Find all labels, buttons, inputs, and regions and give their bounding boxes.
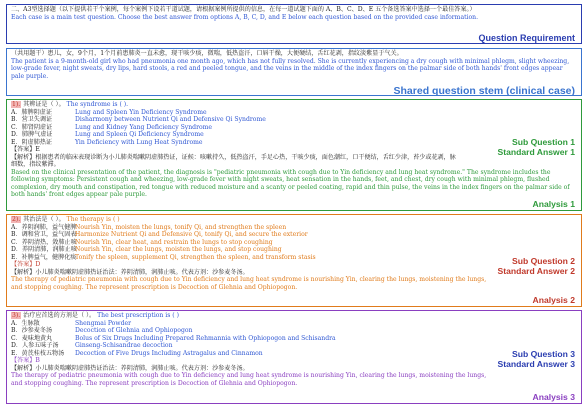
- q3-standard-answer-label: Standard Answer 3: [497, 359, 575, 369]
- q3-analysis-en: The therapy of pediatric pneumonia with cough due to Yin deficiency and lung heat syndrome is nourishing Yin, clearing the lungs, moistening the lungs, and stopping coughing. The represent prescription is Decoction of Glehnia and Ophiopogon.: [11, 372, 487, 387]
- q2-analysis-en: The therapy of pediatric pneumonia with cough due to Yin deficiency and lung heat syndrome is nourishing Yin, clearing the lungs, moistening the lungs, and stopping coughing. The represent prescription is Decoction of Glehnia and Ophiopogon.: [11, 276, 487, 291]
- q1-sub-question-label: Sub Question 1: [511, 137, 575, 147]
- q3-question-en: The best prescription is ( ): [97, 312, 180, 319]
- requirement-en: Each case is a main test question. Choose the best answer from options A, B, C, D, and E below each question based on the provided case information.: [11, 13, 479, 21]
- q1-analysis-en: Based on the clinical presentation of the patient, the diagnosis is "pediatric pneumonia with cough due to Yin deficiency and lung heat syndrome." The syndrome includes the following symptoms: Persistent cough and wheezing, low-grade fever with night sweats, heat sensation in the hands, feet, and chest, dry cough with minimal phlegm, flushed complexion, dry mouth and constipation, red tongue with reduced moisture and a scanty or peeled coating, rapid and thin pulse, the veins in the index fingers on the palmar side of both hands' front edges appear pale purple.: [11, 168, 570, 198]
- q2-question-zh: 其治法是（ ）。: [23, 216, 65, 223]
- stem-zh: （共用题干）患儿，女，9个月，1个月前患肺炎一直未愈，现干咳少痰，微喘，低热盗汗，口唇干燥，大便硬结，舌红花剥，指纹淡紫显于气关。: [11, 50, 403, 57]
- sub-question-3-box: [6, 310, 582, 404]
- q1-standard-answer-label: Standard Answer 1: [497, 147, 575, 157]
- q3-analysis-label: Analysis 3: [532, 392, 575, 402]
- stem-box: [6, 48, 582, 96]
- q2-option-d: D．养阴清肺，润肺止咳 Nourish Yin, clear the lungs, moisten the lungs, and stop coughing: [11, 246, 282, 253]
- q1-answer: 【答案】E: [11, 146, 40, 153]
- q3-option-d: D．人参五味子汤 Ginseng-Schisandrae decoction: [11, 342, 173, 349]
- q2-answer: 【答案】D: [11, 261, 41, 268]
- sub-question-1-box: [6, 99, 582, 211]
- q3-number: 3).: [12, 312, 21, 319]
- q1-question-en: The syndrome is ( ).: [66, 101, 129, 108]
- q1-option-c: C．肺肾阴虚证 Lung and Kidney Yang Deficiency Syndrome: [11, 123, 213, 131]
- q2-analysis-label: Analysis 2: [532, 295, 575, 305]
- q2-number: 2).: [12, 216, 21, 223]
- q1-analysis-label: Analysis 1: [532, 199, 575, 209]
- q1-question-zh: 其辨证是（ ）。: [23, 101, 65, 108]
- q2-question-en: The therapy is ( ): [66, 216, 120, 223]
- requirement-zh: 二、A3型选择题（以下提供若干个案例，每个案例下设若干道试题，请根据案例所提供的信息，在每一道试题下面的 A、B、C、D、E 五个备选答案中选择一个最佳答案。）: [11, 6, 476, 13]
- q1-question: [11, 101, 577, 109]
- q3-question-zh: 治疗应首选的方剂是（ ）。: [23, 312, 96, 319]
- stem-en: The patient is a 9-month-old girl who had pneumonia one month ago, which has not fully resolved. She is currently experiencing a dry cough with minimal phlegm, slight wheezing, low-grade fever, night sweats, dry lips, hard stools, a red and peeled tongue, and the veins in the middle of the index fingers on the palmar side of both hands' front edges appear pale purple.: [11, 57, 570, 80]
- q2-option-b: B．调和营卫，益气固表 Harmonize Nutrient Qi and Defensive Qi, tonify Qi, and secure the exterior: [11, 231, 308, 238]
- q2-sub-question-label: Sub Question 2: [511, 256, 575, 266]
- sub-question-2-box: [6, 214, 582, 307]
- q1-number: 1).: [12, 101, 21, 108]
- q1-option-d: D．肺脾气虚证 Lung and Spleen Qi Deficiency Syndrome: [11, 131, 204, 138]
- q3-option-a: A．生脉散 Shengmai Powder: [11, 319, 131, 327]
- q1-option-b: B．营卫失调证 Disharmony between Nutrient Qi and Defensive Qi Syndrome: [11, 116, 266, 123]
- q3-analysis-zh: 【解析】小儿肺炎喘嗽阴虚肺热证治法：养阴清肺，润肺止咳。代表方剂：沙参麦冬汤。: [11, 364, 249, 372]
- q1-option-a: A．肺脾阴虚证 Lung and Spleen Yin Deficiency Syndrome: [11, 108, 207, 116]
- q3-question: [11, 312, 577, 320]
- q2-question: [11, 216, 577, 224]
- q1-analysis-zh: 【解析】根据患者的临床表现诊断为小儿肺炎喘嗽阴虚肺热证，证候：咳嗽持久，低热盗汗，手足心热，干咳少痰，面色潮红，口干便结，舌红少津，苔少或花剥，脉细数，指纹紫滞。: [11, 153, 456, 168]
- q2-option-a: A．养阴润肺，益气健脾 Nourish Yin, moisten the lungs, tonify Qi, and strengthen the spleen: [11, 223, 287, 231]
- q3-option-b: B．沙参麦冬汤 Decoction of Glehnia and Ophiopogon: [11, 327, 193, 334]
- q1-option-e: E．阴虚肺热证 Yin Deficiency with Lung Heat Syndrome: [11, 138, 203, 146]
- q2-option-c: C．养阴清热，敛肺止咳 Nourish Yin, clear heat, and restrain the lungs to stop coughing: [11, 238, 273, 246]
- q3-option-e: E．黄芪桂枝五物汤 Decoction of Five Drugs Including Astragalus and Cinnamon: [11, 349, 263, 357]
- q2-analysis-zh: 【解析】小儿肺炎喘嗽阴虚肺热证治法：养阴清肺，润肺止咳。代表方剂：沙参麦冬汤。: [11, 268, 249, 276]
- q3-option-c: C．麦味地黄丸 Bolus of Six Drugs Including Prepared Rehmannia with Ophiopogon and Schisandra: [11, 334, 336, 342]
- q2-standard-answer-label: Standard Answer 2: [497, 266, 575, 276]
- q3-sub-question-label: Sub Question 3: [511, 349, 575, 359]
- requirement-label: Question Requirement: [478, 32, 575, 43]
- stem-label: Shared question stem (clinical case): [393, 84, 575, 97]
- requirement-box: [6, 4, 582, 44]
- q3-answer: 【答案】B: [11, 357, 40, 364]
- q2-option-e: E．补脾益气，健脾化痰 Tonify the spleen, supplement Qi, strengthen the spleen, and transform stasis: [11, 253, 316, 261]
